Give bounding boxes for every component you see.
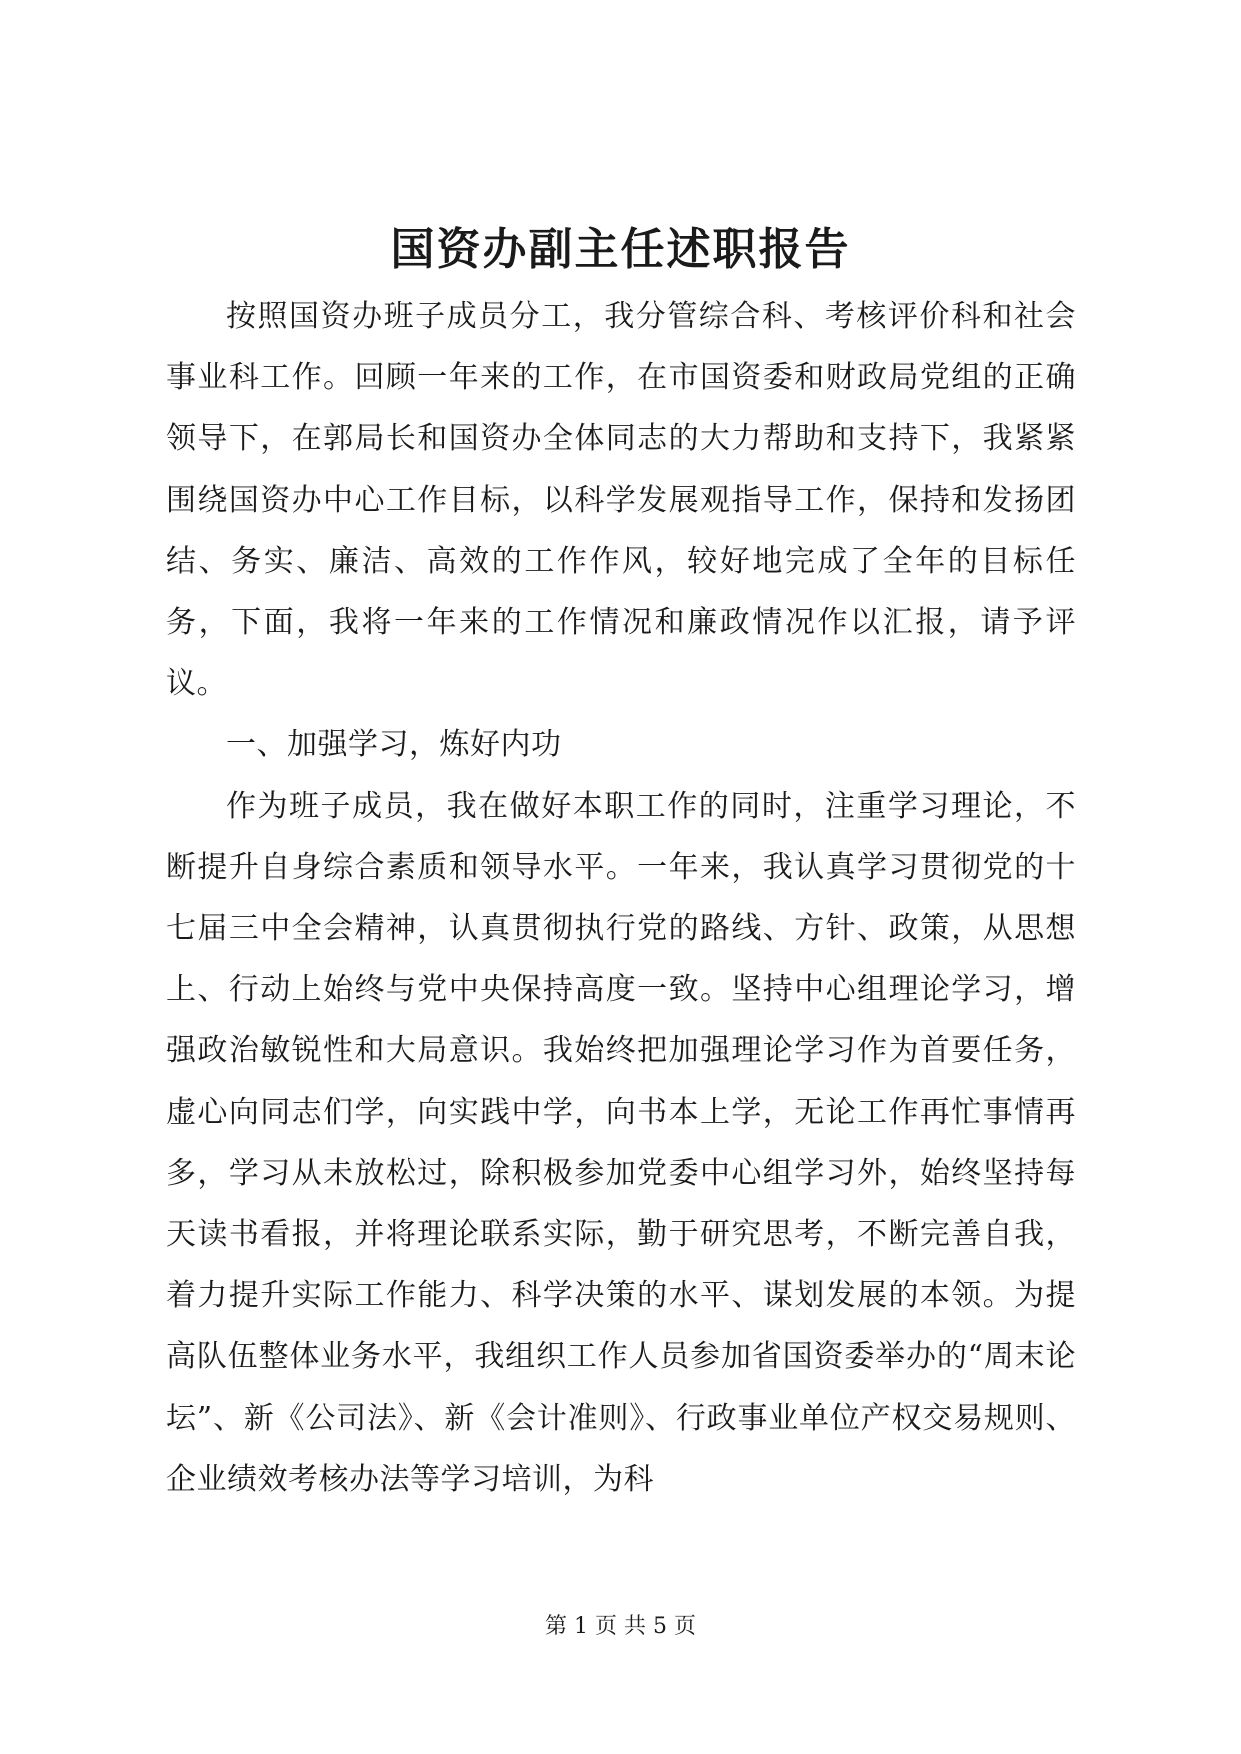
paragraph-section-1: 作为班子成员，我在做好本职工作的同时，注重学习理论，不断提升自身综合素质和领导水平。一年来，我认真学习贯彻党的十七届三中全会精神，认真贯彻执行党的路线、方针、政策，从思想上、行动上始终与党中央保持高度一致。坚持中心组理论学习，增强政治敏锐性和大局意识。我始终把加强理论学习作为首要任务，虚心向同志们学，向实践中学，向书本上学，无论工作再忙事情再多，学习从未放松过，除积极参加党委中心组学习外，始终坚持每天读书看报，并将理论联系实际，勤于研究思考，不断完善自我，着力提升实际工作能力、科学决策的水平、谋划发展的本领。为提高队伍整体业务水平，我组织工作人员参加省国资委举办的“周末论坛”、新《公司法》、新《会计准则》、行政事业单位产权交易规则、企业绩效考核办法等学习培训，为科 [166, 788, 1076, 1497]
document-body [166, 286, 1076, 1510]
document-title: 国资办副主任述职报告 [390, 224, 851, 275]
page-number-footer: 第 1 页 共 5 页 [545, 1614, 696, 1639]
section-heading-1: 一、加强学习，炼好内功 [226, 727, 562, 763]
paragraph-intro: 按照国资办班子成员分工，我分管综合科、考核评价科和社会事业科工作。回顾一年来的工作，在市国资委和财政局党组的正确领导下，在郭局长和国资办全体同志的大力帮助和支持下，我紧紧围绕国资办中心工作目标，以科学发展观指导工作，保持和发扬团结、务实、廉洁、高效的工作作风，较好地完成了全年的目标任务，下面，我将一年来的工作情况和廉政情况作以汇报，请予评议。 [166, 299, 1076, 702]
